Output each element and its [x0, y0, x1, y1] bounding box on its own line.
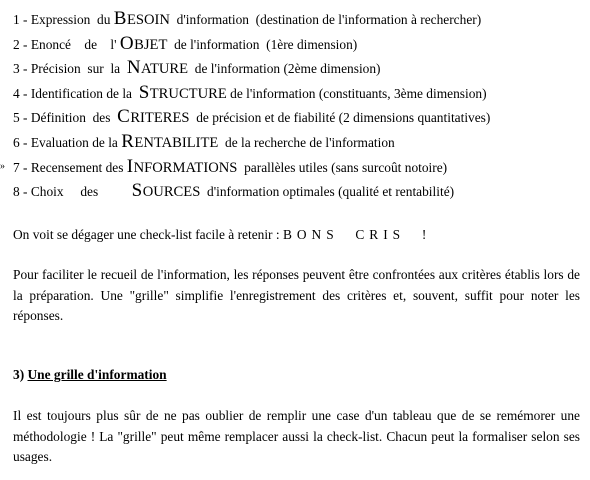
- criterion-description: de précision et de fiabilité (2 dimensions quantitatives): [189, 110, 491, 126]
- final-paragraph: Il est toujours plus sûr de ne pas oublier de remplir une case d'un tableau que de se remémorer une méthodologie ! La "grille" peut même remplacer aussi la check-list. Chacun peut la formaliser selon ses usages.: [13, 408, 580, 464]
- criterion-initial: B: [113, 8, 127, 29]
- criterion-item-6: [13, 130, 583, 155]
- criterion-initial: S: [138, 81, 150, 103]
- checklist-mnemonic: BONS CRIS !: [282, 227, 432, 242]
- criterion-prefix: 7 - Recensement des: [13, 159, 127, 175]
- criterion-item-5: [13, 105, 583, 130]
- criterion-item-8: [13, 179, 583, 204]
- criterion-keyword: RITERES: [130, 110, 190, 127]
- criterion-initial: R: [121, 130, 135, 152]
- criterion-initial: O: [119, 32, 135, 54]
- criterion-keyword: OURCES: [142, 184, 201, 201]
- criterion-item-1: [13, 7, 583, 32]
- section-title: Une grille d'information: [27, 367, 167, 382]
- bullet-marker: »: [0, 160, 5, 172]
- criterion-keyword: NFORMATIONS: [133, 159, 238, 176]
- criterion-description: parallèles utiles (sans surcoût notoire): [237, 159, 448, 175]
- criterion-prefix: 8 - Choix des: [13, 184, 132, 200]
- criterion-prefix: 6 - Evaluation de la: [13, 134, 122, 150]
- criterion-description: d'information optimales (qualité et rentabilité): [200, 184, 455, 200]
- criterion-prefix: 5 - Définition des: [13, 110, 118, 126]
- criterion-description: de l'information (2ème dimension): [188, 61, 381, 77]
- criterion-item-3: [13, 56, 583, 81]
- criterion-keyword: BJET: [134, 36, 168, 53]
- checklist-sentence: [13, 225, 580, 246]
- criterion-initial: N: [126, 57, 142, 79]
- checklist-intro: On voit se dégager une check-list facile à retenir :: [13, 227, 283, 242]
- criterion-keyword: ATURE: [141, 61, 189, 78]
- criterion-description: de la recherche de l'information: [218, 134, 395, 150]
- criterion-initial: I: [126, 155, 134, 177]
- section-number: 3): [13, 367, 28, 382]
- criterion-initial: S: [131, 180, 143, 202]
- criterion-description: de l'information (constituants, 3ème dimension): [226, 85, 487, 101]
- criterion-prefix: 2 - Enoncé de l': [13, 36, 120, 52]
- criterion-item-7: [0, 155, 583, 180]
- criterion-keyword: ENTABILITE: [134, 134, 219, 151]
- criteria-list: [0, 7, 583, 204]
- criterion-prefix: 1 - Expression du: [13, 12, 114, 27]
- criterion-initial: C: [117, 106, 131, 128]
- criterion-prefix: 4 - Identification de la: [13, 85, 139, 101]
- criterion-item-4: [13, 81, 583, 106]
- grid-paragraph: Pour faciliter le recueil de l'information, les réponses peuvent être confrontées aux critères établis lors de la préparation. Une "grille" simplifie l'enregistrement des critères et, souvent, suffit pour noter les réponses.: [13, 267, 580, 323]
- section-heading: [13, 365, 167, 385]
- criterion-keyword: ESOIN: [126, 12, 170, 28]
- criterion-item-2: [13, 32, 583, 57]
- criterion-keyword: TRUCTURE: [149, 85, 227, 102]
- criterion-description: d'information (destination de l'information à rechercher): [169, 12, 482, 27]
- criterion-prefix: 3 - Précision sur la: [13, 61, 127, 77]
- criterion-description: de l'information (1ère dimension): [167, 36, 358, 52]
